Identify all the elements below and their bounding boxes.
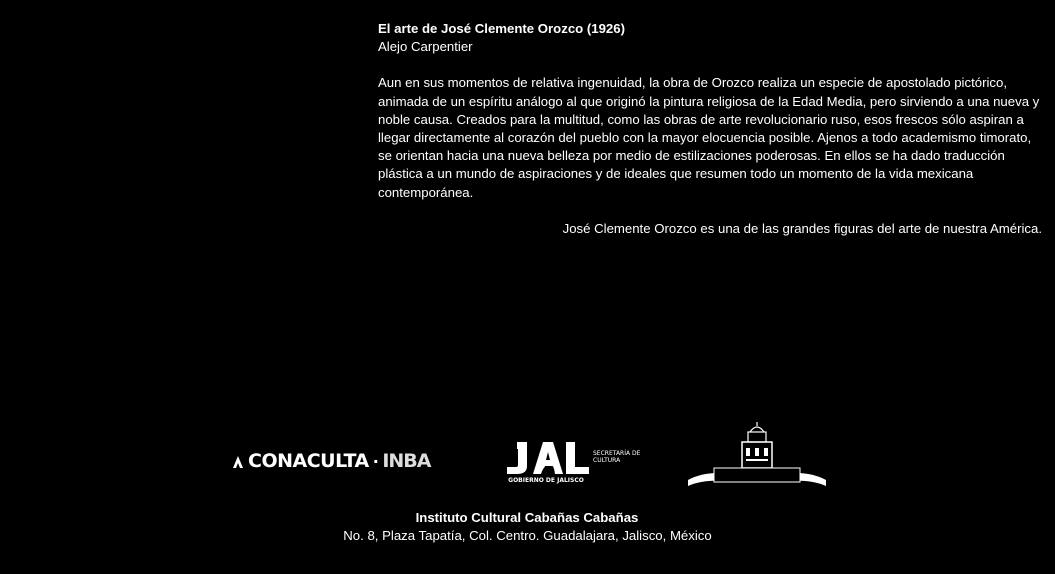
sponsor-logos — [0, 420, 1055, 500]
conaculta-inba-logo[interactable] — [231, 449, 430, 473]
gobierno-jalisco-label: GOBIERNO DE JALISCO — [508, 477, 584, 484]
bicentenario-logo[interactable] — [686, 422, 828, 492]
bicentenario-logo-icon — [686, 422, 828, 492]
inba-name: INBA — [382, 450, 431, 472]
logo-separator: · — [372, 451, 379, 471]
footer — [0, 509, 1055, 545]
secretaria-line1: SECRETARÍA DE — [593, 450, 641, 457]
article — [378, 20, 1046, 238]
article-author: Alejo Carpentier — [378, 39, 473, 55]
institution-address: No. 8, Plaza Tapatía, Col. Centro. Guadalajara, Jalisco, México — [343, 528, 712, 543]
article-closing: José Clemente Orozco es una de las grandes figuras del arte de nuestra América. — [562, 220, 1042, 236]
secretaria-line2: CULTURA — [593, 457, 621, 464]
conaculta-name: CONACULTA — [248, 450, 369, 472]
jalisco-logo-icon — [503, 440, 591, 478]
jalisco-logo[interactable] — [503, 440, 643, 484]
secretaria-cultura-label — [593, 450, 640, 464]
article-body: Aun en sus momentos de relativa ingenuidad, la obra de Orozco realiza un especie de apostolado pictórico, animada de un espíritu análogo al que originó la pintura religiosa de la Edad Media, pero sirviendo a una nueva y noble causa. Creados para la multitud, como las obras de arte revolucionario ruso, esos frescos sólo aspiran a llegar directamente al corazón del pueblo con la mayor elocuencia posible. Ajenos a todo academismo timorato, se orientan hacia una nueva belleza por medio de estilizaciones poderosas. En ellos se ha dado traducción plástica a un mundo de aspiraciones y de ideales que resumen todo un momento de la vida mexicana contemporánea. — [378, 75, 1040, 200]
conaculta-logo-icon — [231, 453, 245, 469]
institution-name: Instituto Cultural Cabañas Cabañas — [415, 510, 639, 525]
article-title: El arte de José Clemente Orozco (1926) — [378, 21, 625, 36]
